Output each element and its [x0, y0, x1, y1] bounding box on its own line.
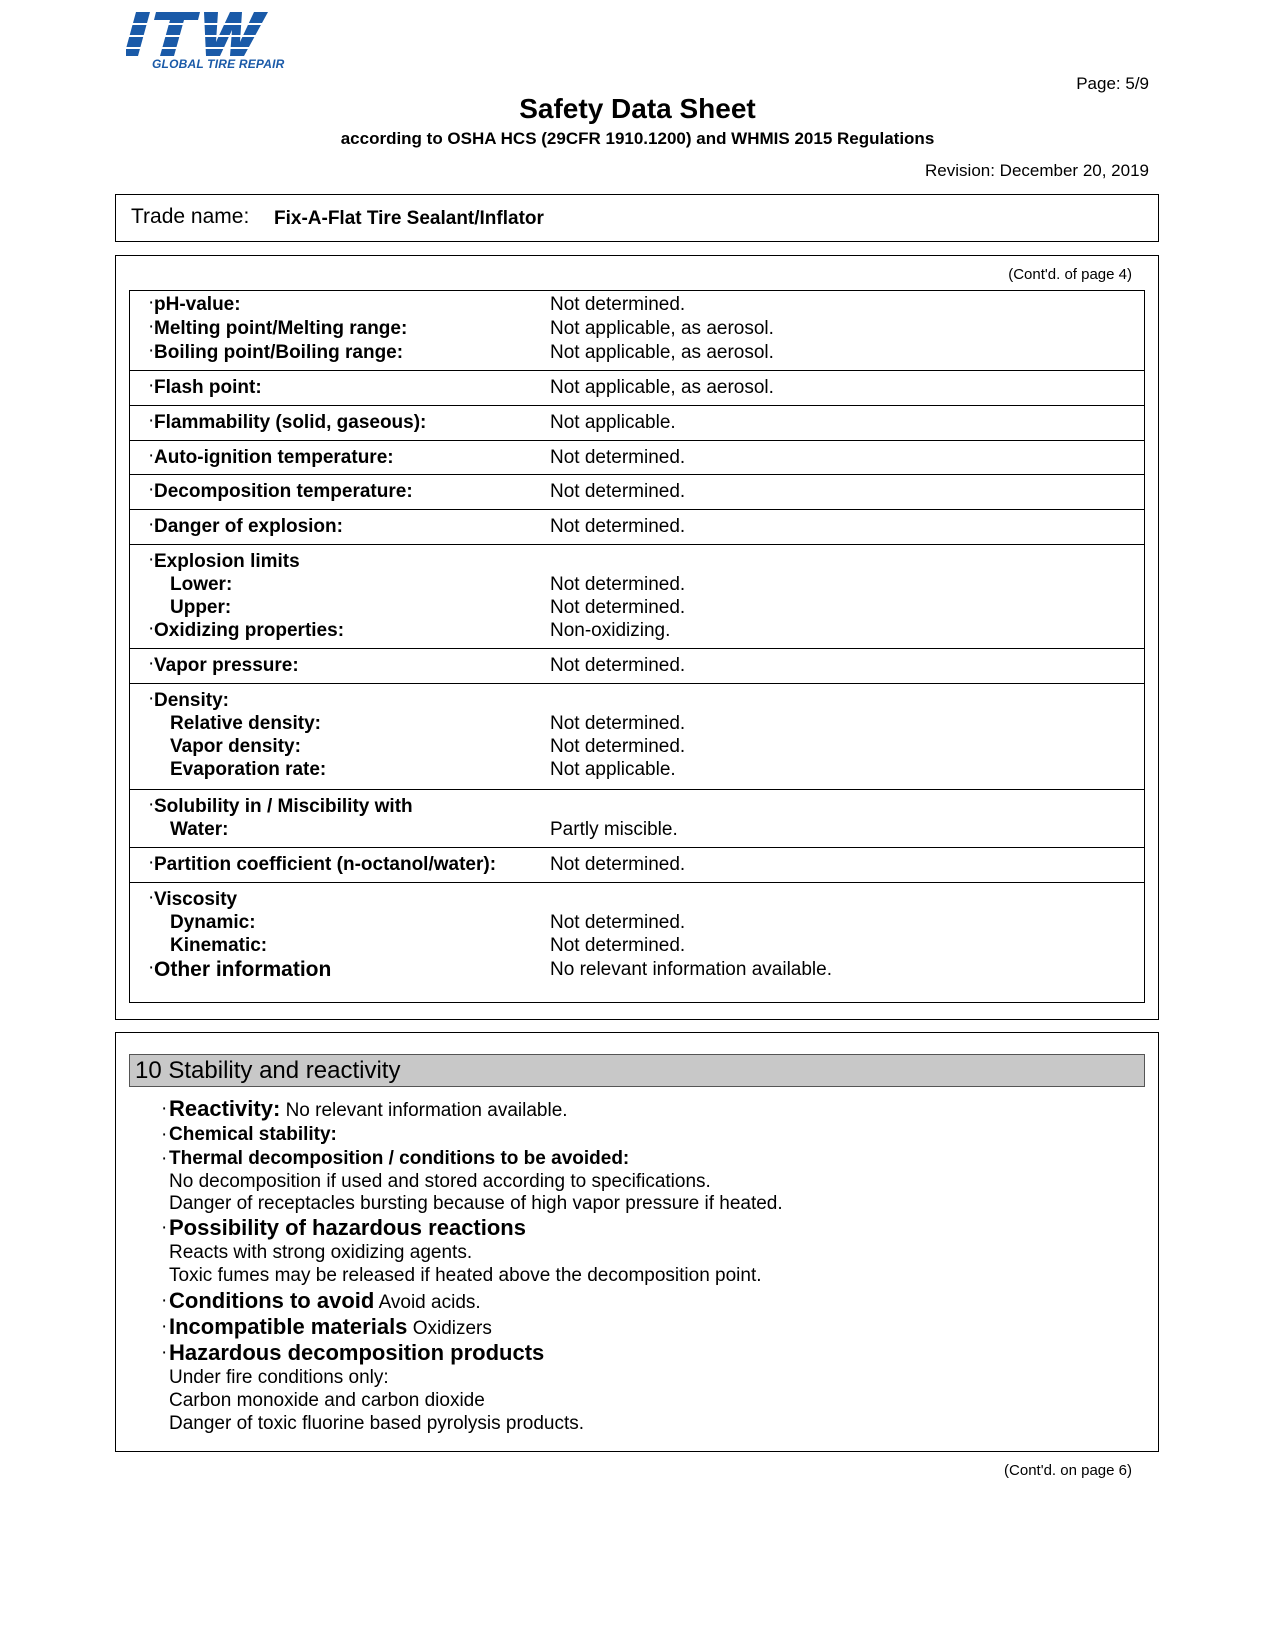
- thermal-text-1: No decomposition if used and stored according to specifications.: [169, 1171, 711, 1192]
- reactivity-value: No relevant information available.: [285, 1100, 568, 1121]
- property-value: Not determined.: [550, 713, 686, 734]
- hazardous-reactions-line: [169, 1215, 526, 1241]
- property-row: · Flammability (solid, gaseous): Not applicable.: [148, 410, 676, 433]
- property-label: Viscosity: [154, 889, 238, 910]
- property-value: No relevant information available.: [550, 959, 832, 980]
- property-label: Flammability (solid, gaseous):: [154, 412, 427, 433]
- property-group: [130, 441, 1144, 475]
- continued-on-note: (Cont'd. on page 6): [1004, 1462, 1132, 1479]
- property-row: [130, 758, 1144, 782]
- property-label: Kinematic:: [170, 935, 268, 956]
- property-label: Evaporation rate:: [170, 759, 327, 780]
- property-value: Not determined.: [550, 655, 686, 676]
- property-value: Not determined.: [550, 935, 686, 956]
- properties-table: [129, 290, 1145, 1003]
- property-group: [130, 371, 1144, 406]
- decomposition-products-text-1: Under fire conditions only:: [169, 1367, 389, 1388]
- conditions-to-avoid-line: [169, 1288, 481, 1314]
- property-label: pH-value:: [154, 294, 241, 315]
- property-value: Not determined.: [550, 736, 686, 757]
- revision-date: Revision: December 20, 2019: [925, 161, 1149, 180]
- property-group: [130, 510, 1144, 545]
- property-label: Melting point/Melting range:: [154, 318, 408, 339]
- property-label: Solubility in / Miscibility with: [154, 796, 413, 817]
- property-row: · Auto-ignition temperature: Not determined.: [148, 445, 686, 468]
- property-value: Not determined.: [550, 447, 686, 468]
- property-label: Upper:: [170, 597, 232, 618]
- property-row: · Flash point: Not applicable, as aerosol.: [148, 375, 774, 398]
- property-label: Auto-ignition temperature:: [154, 447, 394, 468]
- property-row: · Other information No relevant information available.: [148, 957, 832, 981]
- property-row: [130, 934, 1144, 958]
- continued-from-note: (Cont'd. of page 4): [1008, 266, 1132, 283]
- property-value: Not determined.: [550, 854, 686, 875]
- property-group: [130, 883, 1144, 1003]
- reactivity-label: Reactivity:: [169, 1096, 281, 1121]
- property-value: Not applicable, as aerosol.: [550, 377, 774, 398]
- property-row: [130, 818, 1144, 842]
- property-label: Dynamic:: [170, 912, 256, 933]
- property-value: Non-oxidizing.: [550, 620, 671, 641]
- incompatible-materials-value: Oxidizers: [412, 1318, 492, 1339]
- property-row: · Viscosity: [148, 887, 238, 910]
- property-group: [130, 848, 1144, 883]
- property-value: Not applicable.: [550, 412, 676, 433]
- property-value: Not determined.: [550, 516, 686, 537]
- thermal-decomposition-line: [169, 1148, 629, 1170]
- property-value: Not determined.: [550, 912, 686, 933]
- property-row: · Solubility in / Miscibility with: [148, 794, 413, 817]
- trade-name-label: Trade name:: [131, 205, 250, 228]
- trade-name-box: [115, 194, 1159, 242]
- conditions-to-avoid-value: Avoid acids.: [378, 1292, 481, 1313]
- property-row: · Partition coefficient (n-octanol/water): Not determined.: [148, 852, 686, 875]
- property-group: [130, 291, 1144, 371]
- incompatible-materials-line: [169, 1314, 492, 1340]
- property-row: · Vapor pressure: Not determined.: [148, 653, 686, 676]
- hazardous-reactions-text-1: Reacts with strong oxidizing agents.: [169, 1242, 473, 1263]
- property-value: Not applicable.: [550, 759, 676, 780]
- property-label: Vapor pressure:: [154, 655, 299, 676]
- hazardous-reactions-text-2: Toxic fumes may be released if heated above the decomposition point.: [169, 1265, 762, 1286]
- reactivity-line: [169, 1096, 568, 1122]
- property-row: · Density:: [148, 688, 229, 711]
- property-row: [130, 573, 1144, 597]
- property-value: Partly miscible.: [550, 819, 678, 840]
- property-label: Boiling point/Boiling range:: [154, 342, 404, 363]
- property-label: Vapor density:: [170, 736, 301, 757]
- chemical-stability-label: Chemical stability:: [169, 1124, 337, 1145]
- property-label: Explosion limits: [154, 551, 300, 572]
- property-value: Not determined.: [550, 574, 686, 595]
- property-group: [130, 545, 1144, 649]
- hazardous-reactions-label: Possibility of hazardous reactions: [169, 1215, 526, 1240]
- thermal-text-2: Danger of receptacles bursting because of high vapor pressure if heated.: [169, 1193, 783, 1214]
- conditions-to-avoid-label: Conditions to avoid: [169, 1288, 375, 1313]
- property-row: · Explosion limits: [148, 549, 300, 572]
- property-label: Flash point:: [154, 377, 262, 398]
- property-row: [130, 911, 1144, 935]
- property-group: [130, 684, 1144, 790]
- property-group: [130, 649, 1144, 684]
- property-value: Not applicable, as aerosol.: [550, 318, 774, 339]
- thermal-decomposition-label: Thermal decomposition / conditions to be avoided:: [169, 1148, 630, 1169]
- property-label: Lower:: [170, 574, 233, 595]
- property-row: · Melting point/Melting range: Not applicable, as aerosol.: [148, 316, 774, 339]
- property-group: [130, 790, 1144, 848]
- property-row: [130, 596, 1144, 620]
- property-row: [130, 735, 1144, 759]
- property-label: Partition coefficient (n-octanol/water):: [154, 854, 497, 875]
- property-label: Density:: [154, 690, 229, 711]
- chemical-stability-line: [169, 1124, 337, 1146]
- property-value: Not determined.: [550, 294, 686, 315]
- property-row: · pH-value: Not determined.: [148, 292, 686, 315]
- page-number: Page: 5/9: [1076, 74, 1149, 93]
- property-row: · Oxidizing properties: Non-oxidizing.: [148, 618, 671, 641]
- property-row: · Decomposition temperature: Not determined.: [148, 479, 686, 502]
- document-title: Safety Data Sheet: [519, 93, 756, 124]
- property-label: Relative density:: [170, 713, 321, 734]
- decomposition-products-label: Hazardous decomposition products: [169, 1340, 545, 1365]
- property-label: Danger of explosion:: [154, 516, 343, 537]
- logo-subtitle: GLOBAL TIRE REPAIR: [152, 57, 285, 71]
- property-label: Other information: [154, 958, 332, 981]
- decomposition-products-text-2: Carbon monoxide and carbon dioxide: [169, 1390, 485, 1411]
- document-subtitle: according to OSHA HCS (29CFR 1910.1200) and WHMIS 2015 Regulations: [340, 129, 935, 148]
- property-label: Oxidizing properties:: [154, 620, 345, 641]
- decomposition-products-text-3: Danger of toxic fluorine based pyrolysis products.: [169, 1413, 585, 1434]
- property-row: · Danger of explosion: Not determined.: [148, 514, 686, 537]
- property-row: · Boiling point/Boiling range: Not applicable, as aerosol.: [148, 340, 774, 363]
- property-group: [130, 475, 1144, 510]
- property-group: [130, 406, 1144, 441]
- property-value: Not determined.: [550, 481, 686, 502]
- decomposition-products-line: [169, 1340, 544, 1366]
- property-value: Not determined.: [550, 597, 686, 618]
- property-value: Not applicable, as aerosol.: [550, 342, 774, 363]
- section-10-heading: [129, 1054, 1145, 1087]
- property-label: Decomposition temperature:: [154, 481, 413, 502]
- property-label: Water:: [170, 819, 229, 840]
- trade-name-value: Fix-A-Flat Tire Sealant/Inflator: [274, 208, 544, 229]
- incompatible-materials-label: Incompatible materials: [169, 1314, 408, 1339]
- property-row: [130, 712, 1144, 736]
- section-heading-text: 10 Stability and reactivity: [135, 1057, 401, 1084]
